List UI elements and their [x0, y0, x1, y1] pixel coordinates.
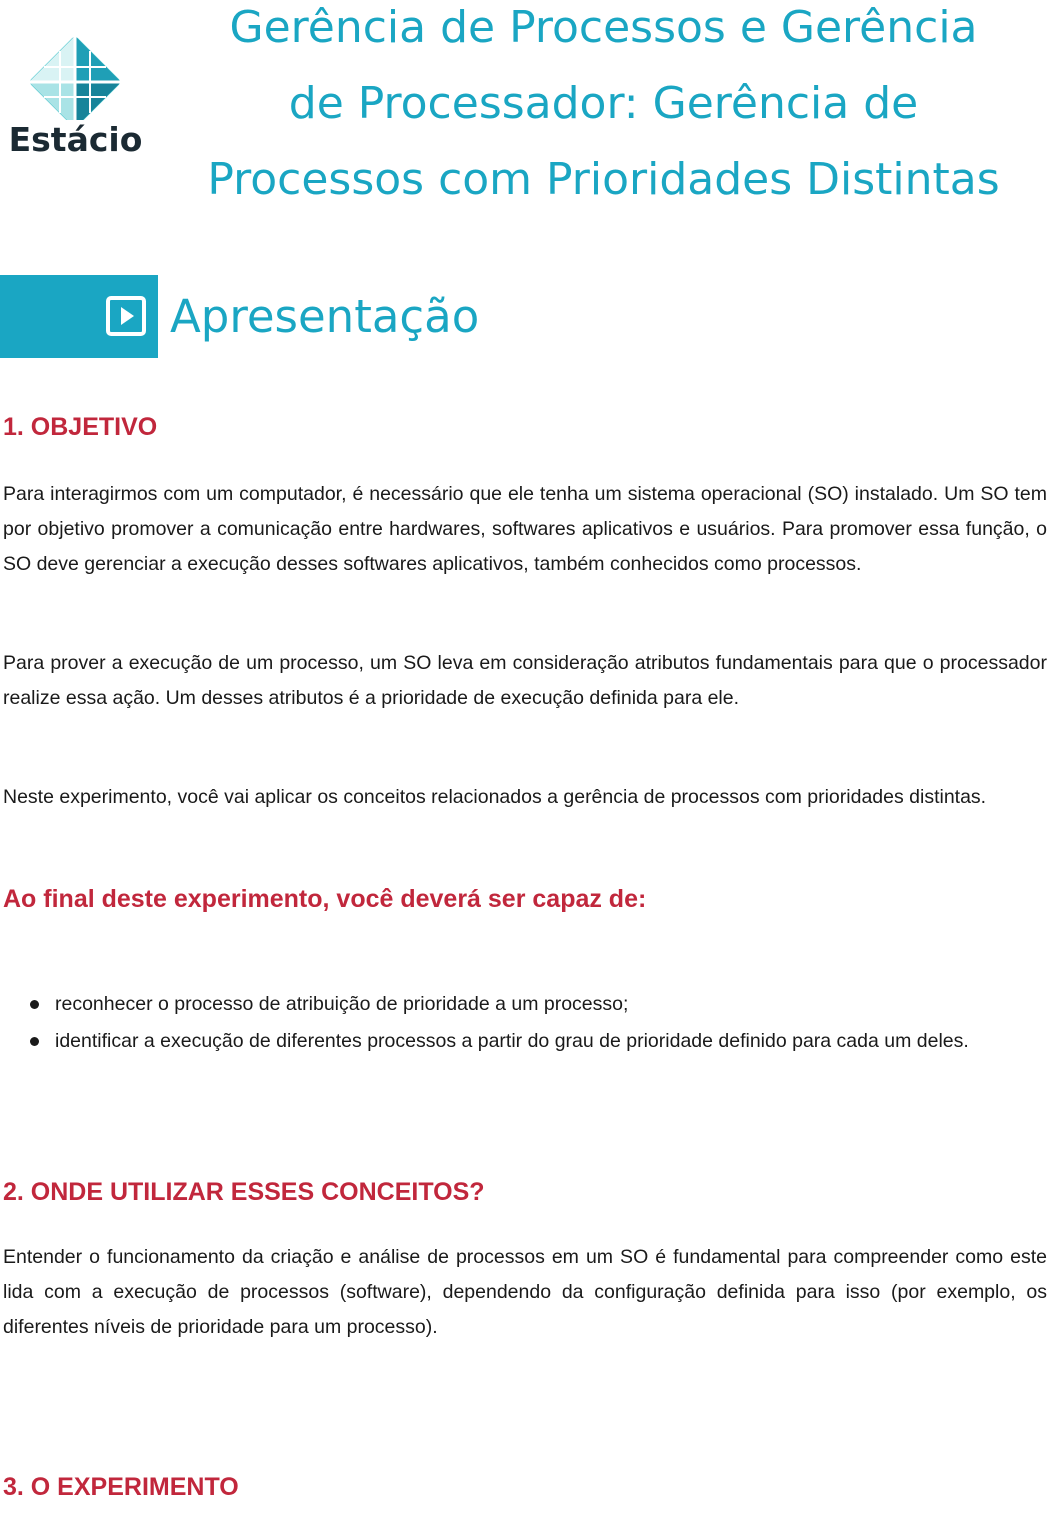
goals-heading: Ao final deste experimento, você deverá ser capaz de: — [3, 885, 647, 913]
document-title — [160, 0, 1047, 218]
goal-text: identificar a execução de diferentes processos a partir do grau de prioridade definido para cada um deles. — [55, 1030, 969, 1052]
bullet-icon — [30, 1000, 39, 1009]
estacio-logo — [3, 36, 148, 166]
goals-list — [3, 986, 1047, 1060]
objective-heading: 1. OBJETIVO — [3, 413, 158, 441]
where-heading: 2. ONDE UTILIZAR ESSES CONCEITOS? — [3, 1178, 485, 1206]
logo-wordmark: Estácio — [8, 120, 143, 159]
title-line: Gerência de Processos e Gerência — [229, 2, 978, 53]
list-item — [3, 1023, 1047, 1060]
title-line: de Processador: Gerência de — [288, 78, 919, 129]
section-title: Apresentação — [170, 290, 480, 343]
estacio-logo-icon — [3, 36, 148, 120]
goal-text: reconhecer o processo de atribuição de prioridade a um processo; — [55, 993, 629, 1015]
title-line: Processos com Prioridades Distintas — [207, 154, 1000, 205]
objective-paragraph-3: Neste experimento, você vai aplicar os conceitos relacionados a gerência de processos com prioridades distintas. — [3, 786, 987, 808]
section-banner — [0, 275, 158, 358]
where-paragraph: Entender o funcionamento da criação e análise de processos em um SO é fundamental para compreender como este lida com a execução de processos (software), dependendo da configuração definida para isso (por exemplo, os diferentes níveis de prioridade para um processo). — [3, 1246, 1047, 1338]
bullet-icon — [30, 1037, 39, 1046]
play-square-icon — [105, 295, 147, 337]
objective-paragraph-2: Para prover a execução de um processo, um SO leva em consideração atributos fundamentais para que o processador realize essa ação. Um desses atributos é a prioridade de execução definida para ele. — [3, 652, 1047, 709]
objective-paragraph-1: Para interagirmos com um computador, é necessário que ele tenha um sistema operacional (SO) instalado. Um SO tem por objetivo promover a comunicação entre hardwares, softwares aplicativos e usuários. Para promover essa função, o SO deve gerenciar a execução desses softwares aplicativos, também conhecidos como processos. — [3, 483, 1047, 575]
list-item — [3, 986, 1047, 1023]
experiment-heading: 3. O EXPERIMENTO — [3, 1473, 239, 1501]
